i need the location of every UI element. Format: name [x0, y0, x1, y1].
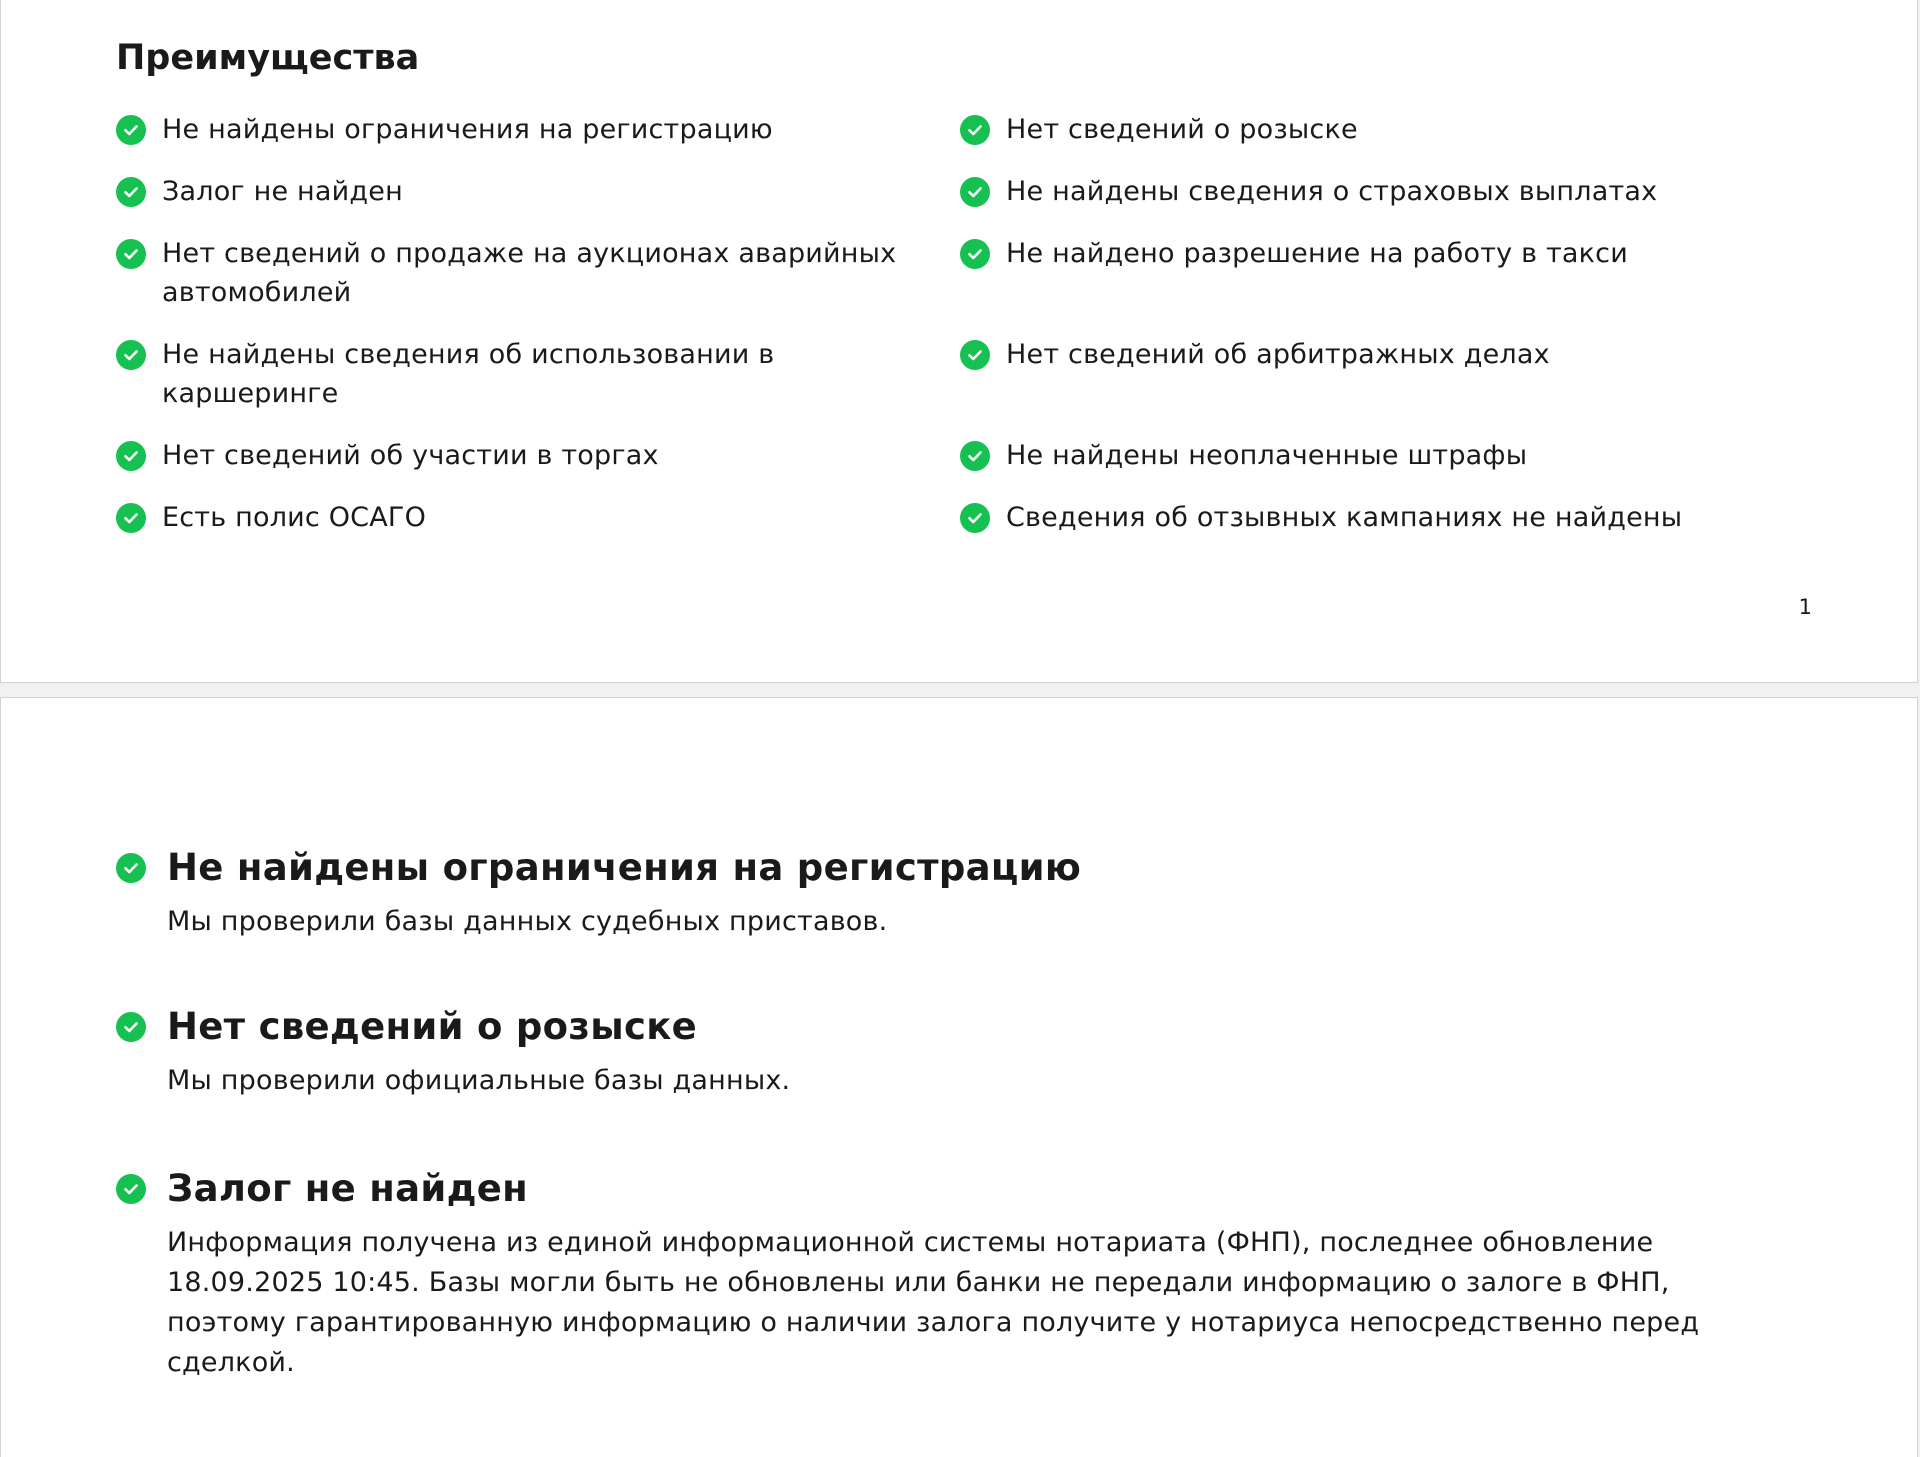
check-circle-icon	[116, 239, 146, 269]
advantage-item	[116, 234, 960, 312]
detail-title: Нет сведений о розыске	[167, 1005, 698, 1048]
detail-section	[116, 1167, 1756, 1383]
detail-header	[116, 1005, 1756, 1049]
check-circle-icon	[960, 177, 990, 207]
check-circle-icon	[116, 853, 146, 883]
advantage-text: Не найдено разрешение на работу в такси	[1006, 238, 1628, 269]
advantage-text: Не найдены неоплаченные штрафы	[1006, 440, 1528, 471]
detail-text: Информация получена из единой информационной системы нотариата (ФНП), последнее обновление 18.09.2025 10:45. Базы могли быть не обновлены или банки не передали информацию о залоге в ФНП, поэтому гарантированную информацию о наличии залога получите у нотариуса непосредственно перед сделкой.	[167, 1227, 1700, 1378]
check-circle-icon	[116, 340, 146, 370]
advantages-title: Преимущества	[116, 38, 420, 78]
check-circle-icon	[960, 503, 990, 533]
check-circle-icon	[960, 441, 990, 471]
detail-header	[116, 1167, 1756, 1211]
advantages-list	[116, 110, 1756, 537]
advantage-text: Не найдены сведения о страховых выплатах	[1006, 176, 1658, 207]
check-circle-icon	[116, 503, 146, 533]
advantage-text: Залог не найден	[162, 176, 403, 207]
advantage-item	[960, 436, 1740, 475]
check-circle-icon	[116, 1174, 146, 1204]
check-circle-icon	[116, 1012, 146, 1042]
advantage-text: Сведения об отзывных кампаниях не найдены	[1006, 502, 1683, 533]
detail-header	[116, 846, 1756, 890]
detail-text: Мы проверили официальные базы данных.	[167, 1065, 791, 1096]
check-circle-icon	[960, 340, 990, 370]
advantage-text: Нет сведений об арбитражных делах	[1006, 339, 1550, 370]
advantage-item	[960, 335, 1740, 413]
report-page-2	[0, 697, 1918, 1457]
detail-section	[116, 846, 1756, 942]
report-page-1	[0, 0, 1918, 683]
advantage-text: Нет сведений об участии в торгах	[162, 440, 659, 471]
check-circle-icon	[116, 177, 146, 207]
advantage-text: Нет сведений о розыске	[1006, 114, 1358, 145]
page-number: 1	[1798, 595, 1812, 619]
advantage-item	[116, 436, 960, 475]
advantage-text: Не найдены ограничения на регистрацию	[162, 114, 773, 145]
advantage-text: Нет сведений о продаже на аукционах аварийных автомобилей	[162, 238, 897, 308]
advantage-item	[960, 110, 1740, 149]
advantage-item	[960, 234, 1740, 312]
check-circle-icon	[116, 441, 146, 471]
detail-section	[116, 1005, 1756, 1101]
advantage-item	[960, 172, 1740, 211]
advantage-item	[960, 498, 1740, 537]
check-circle-icon	[960, 115, 990, 145]
advantage-item	[116, 172, 960, 211]
check-circle-icon	[960, 239, 990, 269]
detail-title: Залог не найден	[167, 1167, 529, 1210]
advantage-text: Есть полис ОСАГО	[162, 502, 427, 533]
advantage-item	[116, 498, 960, 537]
detail-text: Мы проверили базы данных судебных приставов.	[167, 906, 888, 937]
advantage-item	[116, 110, 960, 149]
advantage-text: Не найдены сведения об использовании в каршеринге	[162, 339, 775, 409]
check-circle-icon	[116, 115, 146, 145]
detail-title: Не найдены ограничения на регистрацию	[167, 846, 1082, 889]
advantage-item	[116, 335, 960, 413]
